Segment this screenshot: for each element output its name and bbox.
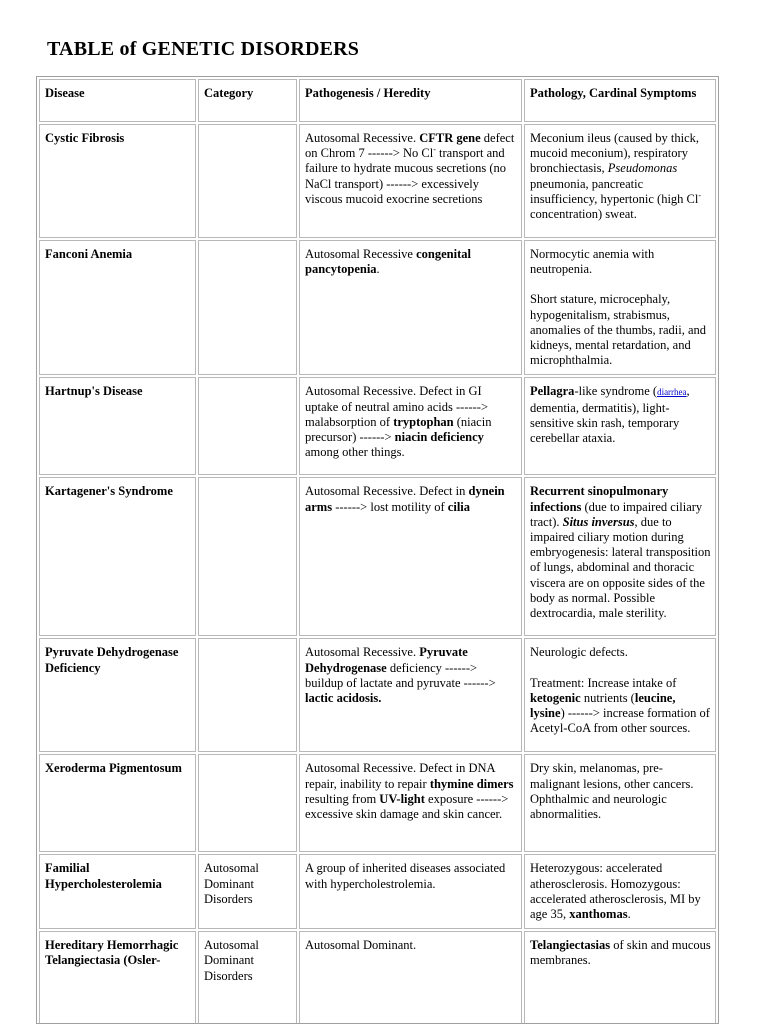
category-cell (198, 240, 297, 375)
table-row (39, 240, 716, 375)
pathogenesis-cell: Autosomal Recessive. CFTR gene defect on Chrom 7 ------> No Cl- transport and failure to hydrate mucous secretions (no NaCl transport) ------> excessively viscous mucoid exocrine secretions (299, 124, 522, 238)
pathogenesis-cell: Autosomal Recessive congenital pancytopenia. (299, 240, 522, 375)
disease-cell: Cystic Fibrosis (39, 124, 196, 238)
category-cell (198, 377, 297, 475)
pathogenesis-cell: Autosomal Recessive. Defect in dynein arms ------> lost motility of cilia (299, 477, 522, 636)
disorders-table-wrapper (36, 76, 719, 1024)
pathogenesis-cell: A group of inherited diseases associated with hypercholestrolemia. (299, 854, 522, 929)
pathogenesis-cell: Autosomal Recessive. Defect in GI uptake of neutral amino acids ------> malabsorption of tryptophan (niacin precursor) ------> niacin deficiency among other things. (299, 377, 522, 475)
pathology-cell: Pellagra-like syndrome (diarrhea, dementia, dermatitis), light-sensitive skin rash, temporary cerebellar ataxia. (524, 377, 716, 475)
table-row (39, 931, 716, 1024)
pathology-cell: Recurrent sinopulmonary infections (due to impaired ciliary tract). Situs inversus, due to impaired ciliary motion during embryogenesis: lateral transposition of lungs, abdominal and thoracic viscera are on opposite sides of the body as normal. Possible dextrocardia, male sterility. (524, 477, 716, 636)
pathology-cell: Dry skin, melanomas, pre-malignant lesions, other cancers. Ophthalmic and neurologic abnormalities. (524, 754, 716, 852)
disease-cell: Kartagener's Syndrome (39, 477, 196, 636)
table-row (39, 124, 716, 238)
disease-cell: Xeroderma Pigmentosum (39, 754, 196, 852)
pathogenesis-cell: Autosomal Dominant. (299, 931, 522, 1024)
table-row (39, 754, 716, 852)
table-row (39, 477, 716, 636)
disease-cell: Hereditary Hemorrhagic Telangiectasia (Osler- (39, 931, 196, 1024)
category-cell (198, 754, 297, 852)
disease-cell: Hartnup's Disease (39, 377, 196, 475)
pathology-cell: Heterozygous: accelerated atherosclerosis. Homozygous: accelerated atherosclerosis, MI by age 35, xanthomas. (524, 854, 716, 929)
category-cell: Autosomal Dominant Disorders (198, 854, 297, 929)
diarrhea-link[interactable]: diarrhea (657, 387, 687, 398)
category-cell (198, 638, 297, 752)
category-cell (198, 477, 297, 636)
category-cell (198, 124, 297, 238)
header-disease: Disease (39, 79, 196, 122)
pathology-cell: Meconium ileus (caused by thick, mucoid meconium), respiratory bronchiectasis, Pseudomonas pneumonia, pancreatic insufficiency, hypertonic (high Cl- concentration) sweat. (524, 124, 716, 238)
pathogenesis-cell: Autosomal Recessive. Defect in DNA repair, inability to repair thymine dimers resulting from UV-light exposure ------> excessive skin damage and skin cancer. (299, 754, 522, 852)
header-pathology: Pathology, Cardinal Symptoms (524, 79, 716, 122)
page-title: TABLE of GENETIC DISORDERS (47, 38, 360, 60)
table-row (39, 377, 716, 475)
pathology-cell: Neurologic defects. Treatment: Increase intake of ketogenic nutrients (leucine, lysine) ------> increase formation of Acetyl-CoA from other sources. (524, 638, 716, 752)
disease-cell: Fanconi Anemia (39, 240, 196, 375)
table-row (39, 638, 716, 752)
header-pathogenesis: Pathogenesis / Heredity (299, 79, 522, 122)
disease-cell: Familial Hypercholesterolemia (39, 854, 196, 929)
disease-cell: Pyruvate Dehydrogenase Deficiency (39, 638, 196, 752)
pathogenesis-cell: Autosomal Recessive. Pyruvate Dehydrogenase deficiency ------> buildup of lactate and pyruvate ------> lactic acidosis. (299, 638, 522, 752)
table-row (39, 854, 716, 929)
disorders-table (37, 77, 718, 1024)
header-category: Category (198, 79, 297, 122)
pathology-cell: Normocytic anemia with neutropenia. Short stature, microcephaly, hypogenitalism, strabismus, anomalies of the thumbs, radii, and kidneys, mental retardation, and microphthalmia. (524, 240, 716, 375)
pathology-cell: Telangiectasias of skin and mucous membranes. (524, 931, 716, 1024)
table-header-row (39, 79, 716, 122)
category-cell: Autosomal Dominant Disorders (198, 931, 297, 1024)
